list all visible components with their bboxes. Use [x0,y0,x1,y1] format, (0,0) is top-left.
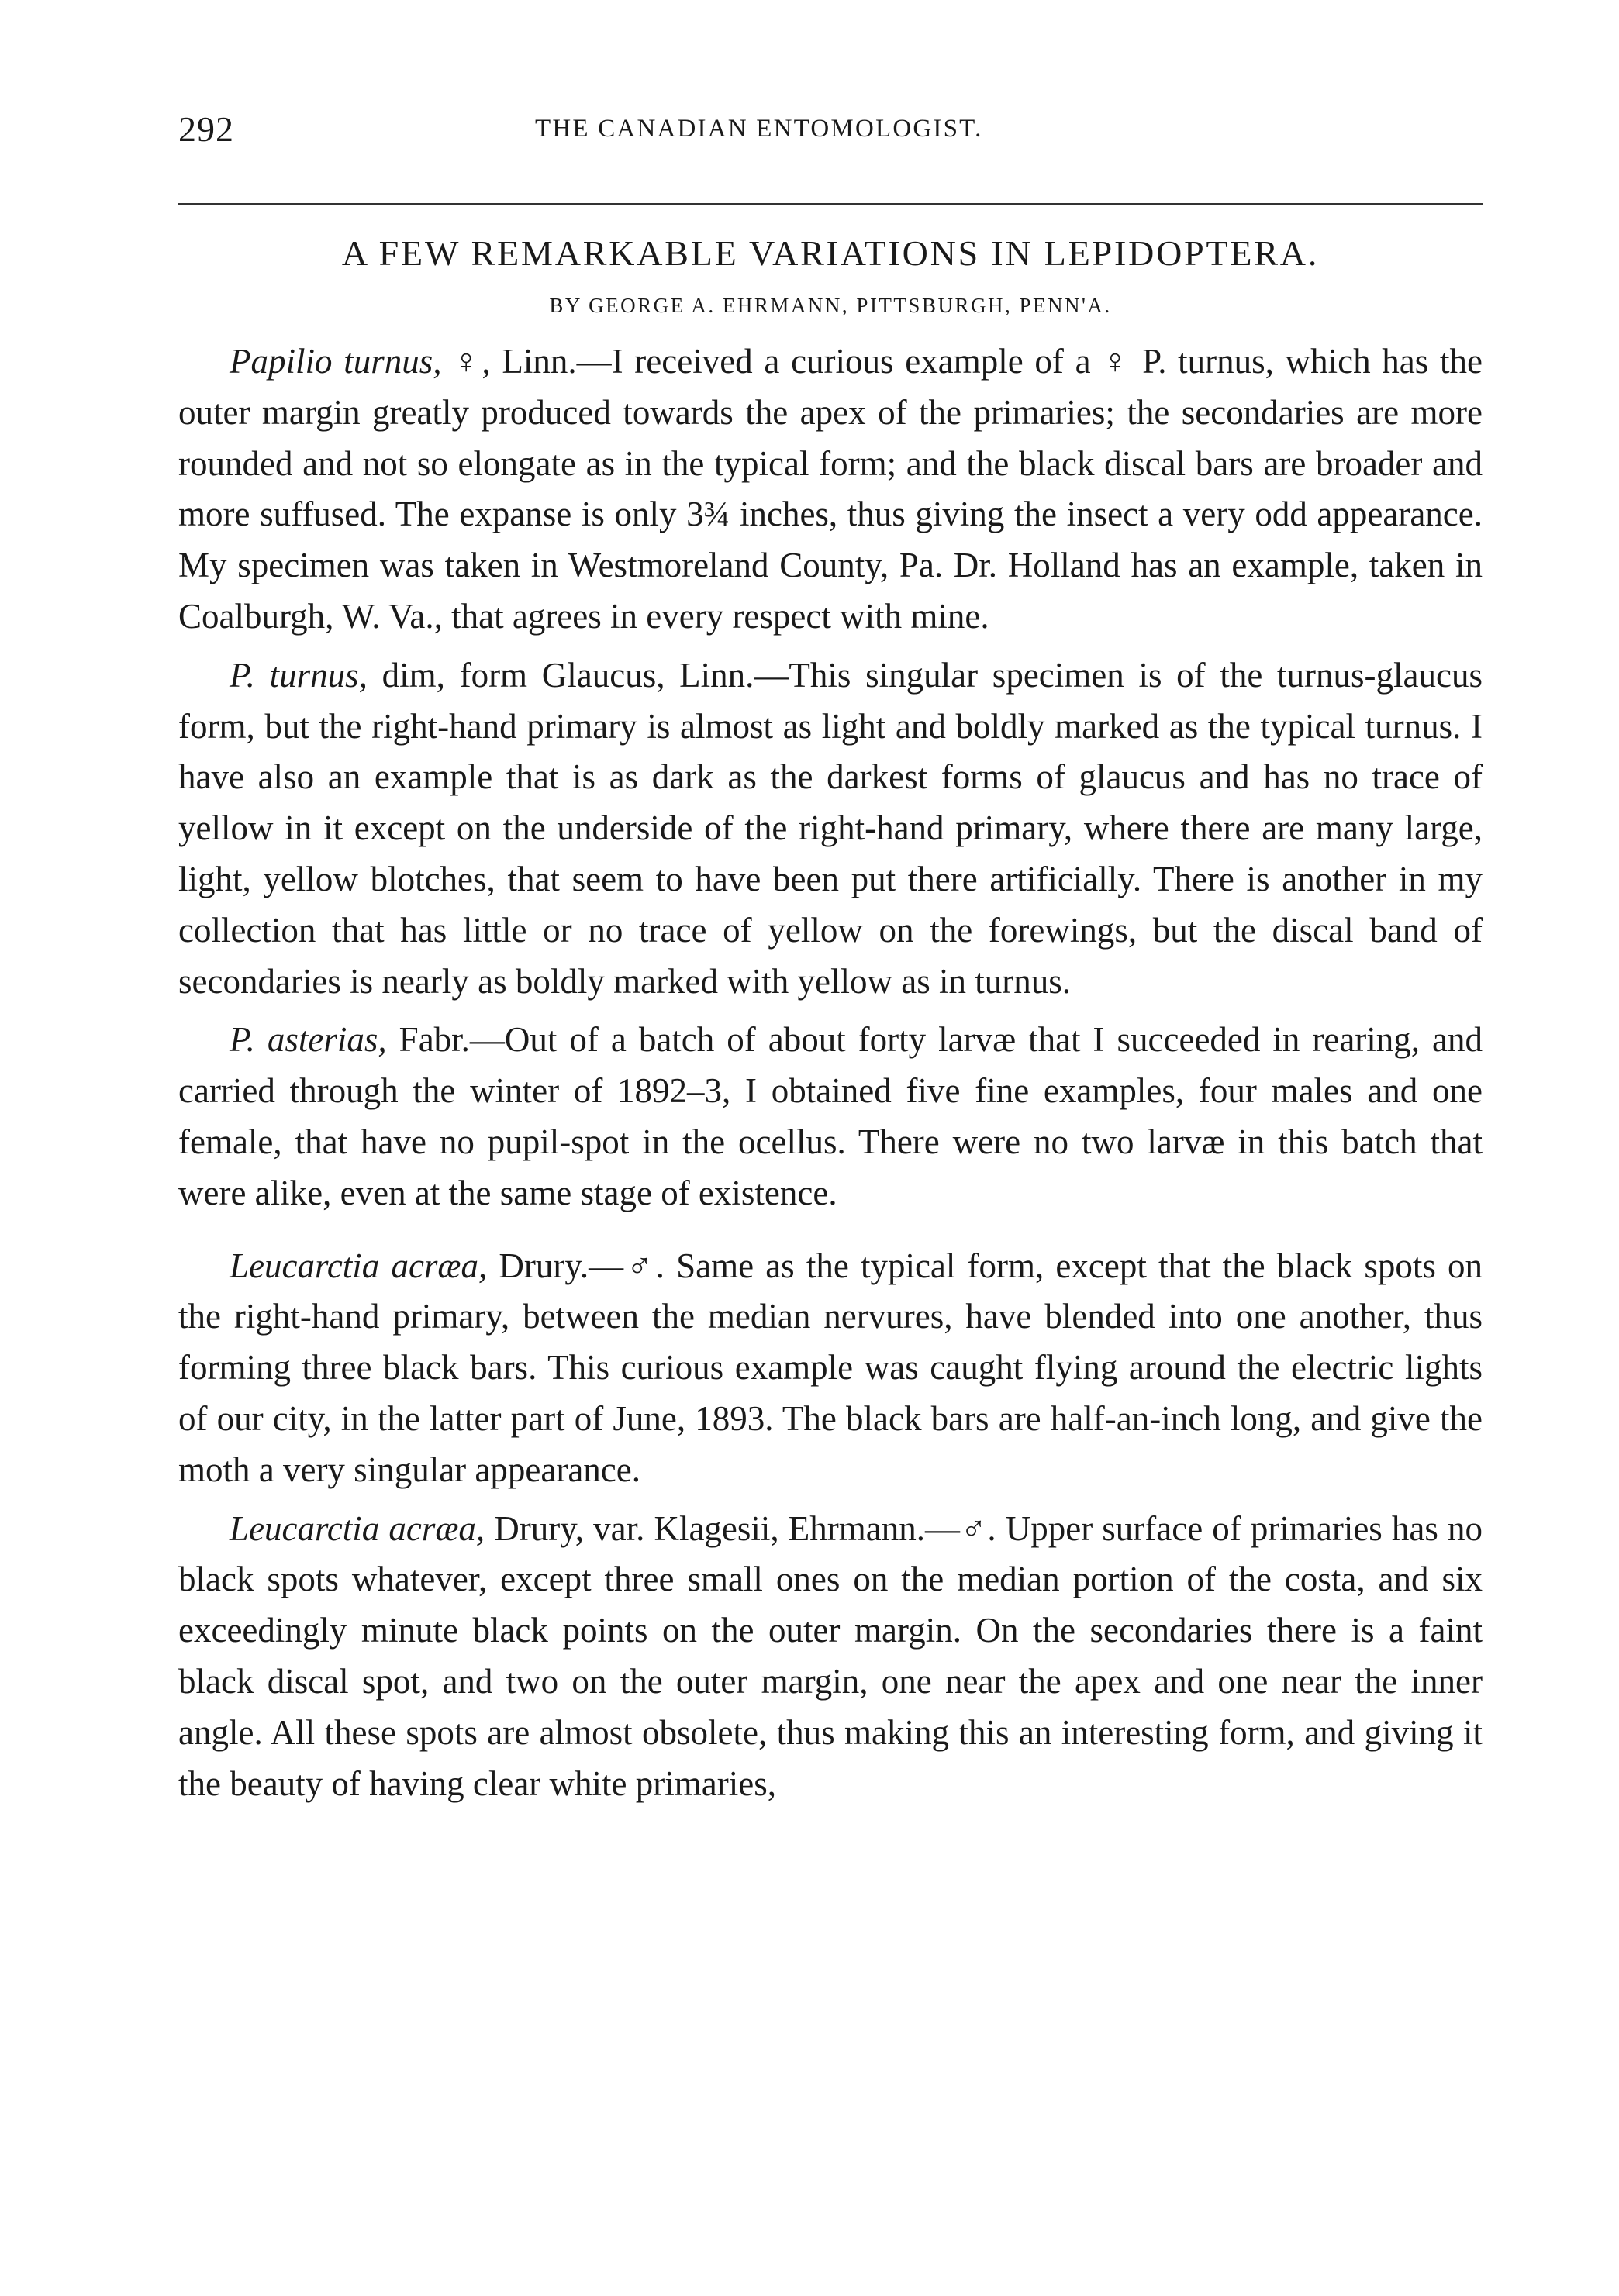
species-name: P. turnus, [230,655,368,695]
article-body [178,336,1483,1809]
paragraph-text: ♀, Linn.—I received a curious example of a ♀ P. turnus, which has the outer margin greatly produced towards the apex of the primaries; the secondaries are more rounded and not so elongate as in the typical form; and the black discal bars are broader and more suffused. The expanse is only 3¾ inches, thus giving the insect a very odd appearance. My specimen was taken in Westmoreland County, Pa. Dr. Holland has an example, taken in Coalburgh, W. Va., that agrees in every respect with mine. [178,342,1483,636]
paragraph-text: Fabr.—Out of a batch of about forty larvæ that I succeeded in rearing, and carried through the winter of 1892–3, I obtained five fine examples, four males and one female, that have no pupil-spot in the ocellus. There were no two larvæ in this batch that were alike, even at the same stage of existence. [178,1020,1483,1212]
page-number: 292 [178,109,234,149]
paragraph-turnus-glaucus [178,650,1483,1008]
paragraph-leucarctia-klagesii [178,1504,1483,1810]
running-head [178,109,1483,163]
article-title: A FEW REMARKABLE VARIATIONS IN LEPIDOPTERA. [341,233,1320,273]
paragraph-text: dim, form Glaucus, Linn.—This singular specimen is of the turnus-glaucus form, but the right-hand primary is almost as light and boldly marked as the typical turnus. I have also an example that is as dark as the darkest forms of glaucus and has no trace of yellow in it except on the underside of the right-hand primary, where there are many large, light, yellow blotches, that seem to have been put there artificially. There is another in my collection that has little or no trace of yellow on the forewings, but the discal band of secondaries is nearly as boldly marked with yellow as in turnus. [178,655,1483,1001]
species-name: P. asterias, [230,1020,387,1060]
species-name: Leucarctia acræa, [230,1246,488,1285]
paragraph-text: Drury.—♂. Same as the typical form, except that the black spots on the right-hand primary, between the median nervures, have blended into one another, thus forming three black bars. This curious example was caught flying around the electric lights of our city, in the latter part of June, 1893. The black bars are half-an-inch long, and give the moth a very singular appearance. [178,1246,1483,1489]
journal-title: THE CANADIAN ENTOMOLOGIST. [535,115,983,143]
paragraph-text: Drury, var. Klagesii, Ehrmann.—♂. Upper surface of primaries has no black spots whatever, except three small ones on the median portion of the costa, and six exceedingly minute black points on the outer margin. On the secondaries there is a faint black discal spot, and two on the outer margin, one near the apex and one near the inner angle. All these spots are almost obsolete, thus making this an interesting form, and giving it the beauty of having clear white primaries, [178,1508,1483,1803]
article-byline: BY GEORGE A. EHRMANN, PITTSBURGH, PENN'A. [549,294,1112,317]
paragraph-leucarctia-acraea [178,1241,1483,1496]
species-name: Leucarctia acræa, [230,1508,485,1548]
paragraph-asterias [178,1015,1483,1219]
journal-page [178,109,1483,1809]
paragraph-papilio-turnus [178,336,1483,643]
species-name: Papilio turnus, [230,342,442,381]
header-rule [178,203,1483,205]
